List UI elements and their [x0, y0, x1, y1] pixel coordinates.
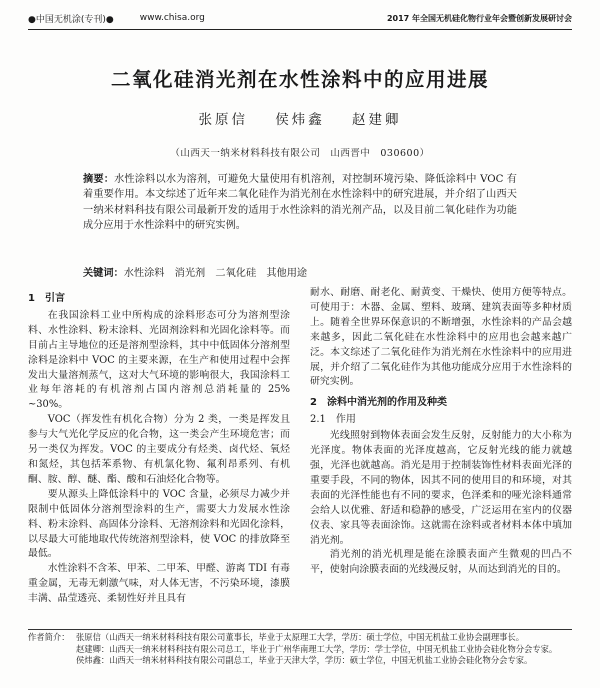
author-name: 张原信 [198, 112, 248, 128]
author-note [28, 632, 572, 644]
paragraph: 耐水、耐磨、耐老化、耐黄变、干燥快、使用方便等特点。可使用于：木器、金属、塑料、玻璃、建筑表面等多种材质上。随着全世界环保意识的不断增强，水性涂料的产品会越来越多，因此二氧化硅在水性涂料中的应用也会越来越广泛。本文综述了二氧化硅作为消光剂在水性涂料中的应用进展，并介绍了二氧化硅作为其他功能成分应用于水性涂料的研究实例。 [310, 287, 572, 388]
author-note-label: 作者简介： [28, 632, 70, 642]
paragraph: 水性涂料不含苯、甲苯、二甲苯、甲醛、游离 TDI 有毒重金属，无毒无刺激气味，对人体无害，不污染环境，漆膜丰满、晶莹透亮、柔韧性好并且具有 [28, 563, 290, 605]
journal-url[interactable]: www.chisa.org [139, 13, 205, 23]
paper-title: 二氧化硅消光剂在水性涂料中的应用进展 [110, 68, 489, 91]
paragraph: 在我国涂料工业中所构成的涂料形态可分为溶剂型涂料、水性涂料、粉末涂料、光固剂涂料和光固化涂料等。而目前占主导地位的还是溶剂型涂料，其中中低固体分溶剂型涂料是涂料中 VOC 的主要来源，在生产和使用过程中会挥发出大量溶剂蒸气，这对大气环境的影响很大，我国涂料工业每年溶耗的有机溶剂占国内溶剂总消耗量的 25% ~30%。 [28, 309, 290, 411]
keywords [83, 264, 517, 279]
paragraph: 消光剂的消光机理是能在涂膜表面产生微观的凹凸不平，使射向涂膜表面的光线漫反射，从而达到消光的目的。 [310, 549, 572, 576]
author-note-label [28, 655, 76, 667]
subsection-heading: 2.1 作用 [310, 414, 356, 426]
paragraph: 要从源头上降低涂料中的 VOC 含量，必须尽力减少并限制中低固体分溶剂型涂料的生产，需要大力发展水性涂料、粉末涂料、高固体分涂料、无溶剂涂料和光固化涂料，以尽最大可能地取代传统溶剂型涂料，使 VOC 的排放降至最低。 [28, 488, 290, 560]
paragraph: VOC（挥发性有机化合物）分为 2 类，一类是挥发且参与大气光化学反应的化合物，这一类会产生环境危害；而另一类仅为挥发。VOC 的主要成分有烃类、卤代烃、氧烃和氮烃，其包括苯系物、有机氯化物、氟利昂系列、有机酮、胺、醇、醚、酯、酸和石油烃化合物等。 [28, 414, 290, 485]
author-note-label [28, 644, 76, 656]
author-note [28, 644, 572, 656]
author-note [28, 655, 572, 667]
keywords-text: 水性涂料 消光剂 二氧化硅 其他用途 [123, 268, 308, 279]
section-heading: 2 涂料中消光剂的作用及种类 [310, 397, 447, 409]
paragraph: 光线照射到物体表面会发生反射，反射能力的大小称为光泽度。物体表面的光泽度越高，它反射光线的能力就越强，光泽也就越高。消光是用于控制装饰性材料表面光泽的重要手段，不同的物体，因其不同的使用目的和环境，对其表面的光泽性能也有不同的要求，色泽柔和的哑光涂料通常会给人以优雅、舒适和稳静的感受，广泛运用在室内的仪器仪表、家具等表面涂饰。这就需在涂料或者材料本体中填加消光剂。 [310, 430, 572, 546]
author-name: 侯炜鑫 [275, 112, 325, 128]
page-header [28, 10, 572, 26]
author-notes [28, 632, 572, 667]
abstract-text: 水性涂料以水为溶剂，可避免大量使用有机溶剂，对控制环境污染、降低涂料中 VOC 有着重要作用。本文综述了近年来二氧化硅作为消光剂在水性涂料中的研究进展，并介绍了山西天一纳米材料科技有限公司最新开发的适用于水性涂料的消光剂产品，以及目前二氧化硅作为功能成分应用于水性涂料中的研究实例。 [83, 174, 517, 232]
header-rule [28, 29, 572, 30]
abstract-label: 摘要： [83, 174, 115, 185]
author-name: 赵建卿 [352, 112, 402, 128]
section-heading: 1 引言 [28, 293, 65, 304]
keywords-label: 关键词： [83, 268, 124, 279]
author-note-text: 侯炜鑫：山西天一纳米材料科技有限公司副总工，毕业于天津大学，学历：硕士学位，中国无机盐工业协会硅化物分会专家。 [76, 655, 533, 666]
abstract [83, 172, 517, 234]
author-list [0, 108, 600, 128]
author-note-text: 张原信（山西天一纳米材料科技有限公司董事长，毕业于太原理工大学，学历：硕士学位，中国无机盐工业协会副理事长。 [76, 632, 525, 642]
footnote-divider [28, 629, 572, 630]
affiliation: （山西天一纳米材料科技有限公司 山西晋中 030600） [170, 148, 430, 159]
left-column [28, 286, 290, 607]
journal-name: ●中国无机涂(专刊)● [28, 14, 114, 25]
author-note-text: 赵建卿：山西天一纳米材料科技有限公司总工，毕业于广州华南理工大学，学历：学士学位，中国无机盐工业协会硅化物分会专家。 [76, 643, 558, 654]
conference-title: 2017 年全国无机硅化物行业年会暨创新发展研讨会 [386, 13, 572, 23]
right-column [310, 286, 572, 578]
